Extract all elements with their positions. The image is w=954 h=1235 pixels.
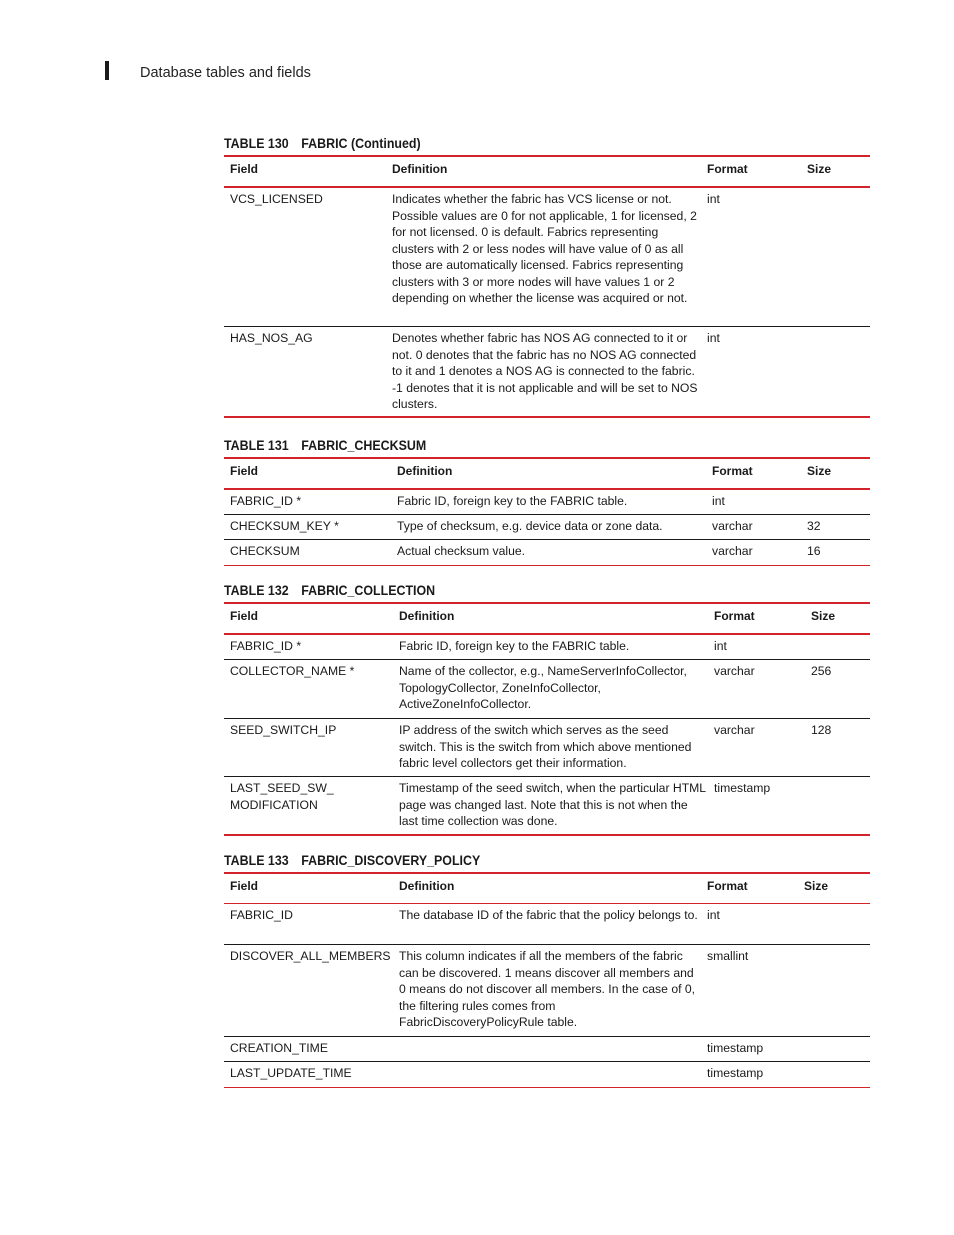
cell-format: smallint (707, 949, 749, 963)
cell-field: FABRIC_ID (230, 908, 293, 922)
cell-definition: Timestamp of the seed switch, when the particular HTML page was changed last. Note that this is not when the last time collection was done. (399, 781, 706, 828)
cell-definition: IP address of the switch which serves as the seed switch. This is the switch from which above mentioned fabric level collectors get their information. (399, 723, 692, 770)
table-header-row (224, 604, 870, 633)
cell-size (807, 188, 870, 326)
table-row (224, 945, 870, 1036)
cell-definition: Indicates whether the fabric has VCS license or not. Possible values are 0 for not applicable, 1 for licensed, 2 for not licensed. 0 is default. Fabrics representing clusters with 2 or less nodes will have value of 0 as all those are automatically licensed. Fabrics representing clusters with 3 or more nodes will have values 1 or 2 depending on whether the license was acquired or not. (392, 192, 697, 305)
table-row (224, 188, 870, 326)
table-caption (224, 582, 818, 602)
cell-field: CHECKSUM (230, 544, 300, 558)
cell-size (807, 490, 870, 514)
column-header-definition: Definition (392, 162, 448, 176)
cell-format: timestamp (707, 1041, 764, 1055)
column-header-format: Format (707, 879, 748, 893)
table-bottom-rule (224, 834, 870, 836)
column-header-field: Field (230, 879, 259, 893)
cell-size: 256 (811, 664, 832, 678)
column-header-format: Format (707, 162, 748, 176)
table-caption (224, 852, 818, 872)
cell-size: 16 (807, 544, 821, 558)
cell-definition: This column indicates if all the members of the fabric can be discovered. 1 means discover all members and 0 means do not discover all members. In the case of 0, the filtering rules comes from FabricDiscoveryPolicyRule table. (399, 949, 696, 1029)
table-caption (224, 135, 818, 155)
table-name: FABRIC_CHECKSUM (301, 438, 427, 453)
cell-definition: Fabric ID, foreign key to the FABRIC table. (397, 494, 628, 508)
column-header-format: Format (714, 609, 755, 623)
column-header-definition: Definition (397, 464, 453, 478)
cell-format: int (707, 908, 720, 922)
table-row (224, 660, 870, 718)
cell-format: varchar (712, 544, 753, 558)
table-row (224, 719, 870, 776)
table-name: FABRIC_COLLECTION (301, 583, 436, 598)
table-header-row (224, 874, 870, 903)
table-row (224, 904, 870, 944)
cell-field: DISCOVER_ALL_MEMBERS (230, 949, 391, 963)
table-row (224, 1037, 870, 1061)
table-name: FABRIC (Continued) (301, 136, 421, 151)
table-131 (224, 437, 870, 566)
cell-field: LAST_UPDATE_TIME (230, 1066, 352, 1080)
cell-definition (399, 1037, 707, 1061)
table-133 (224, 852, 870, 1088)
table-row (224, 540, 870, 565)
cell-size (811, 777, 870, 834)
cell-format: timestamp (714, 781, 771, 795)
cell-definition: Denotes whether fabric has NOS AG connected to it or not. 0 denotes that the fabric has no NOS AG connected to it and 1 denotes a NOS AG is connected to the fabric. -1 denotes that it is not applicable and will be set to NOS clusters. (392, 331, 698, 411)
cell-size (804, 945, 870, 1036)
cell-definition: The database ID of the fabric that the policy belongs to. (399, 908, 698, 922)
cell-field: FABRIC_ID * (230, 494, 302, 508)
column-header-size: Size (811, 609, 836, 623)
cell-definition: Type of checksum, e.g. device data or zone data. (397, 519, 663, 533)
cell-field: COLLECTOR_NAME * (230, 664, 355, 678)
column-header-field: Field (230, 464, 259, 478)
cell-size (804, 1037, 870, 1061)
table-row (224, 490, 870, 514)
cell-format: int (707, 331, 720, 345)
column-header-size: Size (804, 879, 829, 893)
cell-size: 32 (807, 519, 821, 533)
cell-field: CREATION_TIME (230, 1041, 328, 1055)
cell-definition: Fabric ID, foreign key to the FABRIC table. (399, 639, 630, 653)
page-header-title: Database tables and fields (140, 65, 311, 81)
column-header-definition: Definition (399, 609, 455, 623)
column-header-size: Size (807, 464, 832, 478)
cell-size (804, 1062, 870, 1087)
cell-format: int (712, 494, 725, 508)
table-bottom-rule (224, 1087, 870, 1088)
table-caption (224, 437, 818, 457)
column-header-format: Format (712, 464, 753, 478)
cell-format: varchar (714, 723, 755, 737)
cell-field: SEED_SWITCH_IP (230, 723, 337, 737)
table-bottom-rule (224, 565, 870, 566)
table-header-row (224, 459, 870, 488)
cell-field: CHECKSUM_KEY * (230, 519, 339, 533)
table-130 (224, 135, 870, 418)
table-number: TABLE 131 (224, 438, 289, 453)
table-header-row (224, 157, 870, 186)
table-row (224, 515, 870, 539)
cell-field: FABRIC_ID * (230, 639, 302, 653)
column-header-field: Field (230, 162, 259, 176)
table-bottom-rule (224, 416, 870, 418)
header-bar (105, 61, 109, 80)
cell-definition: Actual checksum value. (397, 544, 526, 558)
cell-format: varchar (712, 519, 753, 533)
cell-format: int (714, 639, 727, 653)
column-header-field: Field (230, 609, 259, 623)
cell-format: timestamp (707, 1066, 764, 1080)
cell-size (804, 904, 870, 944)
cell-field: VCS_LICENSED (230, 192, 323, 206)
table-row (224, 777, 870, 834)
table-number: TABLE 133 (224, 853, 289, 868)
table-number: TABLE 130 (224, 136, 289, 151)
cell-definition: Name of the collector, e.g., NameServerInfoCollector, TopologyCollector, ZoneInfoCollector, ActiveZoneInfoCollector. (399, 664, 687, 711)
table-number: TABLE 132 (224, 583, 289, 598)
table-row (224, 635, 870, 659)
table-132 (224, 582, 870, 836)
cell-format: int (707, 192, 720, 206)
cell-definition (399, 1062, 707, 1087)
table-name: FABRIC_DISCOVERY_POLICY (301, 853, 481, 868)
cell-size: 128 (811, 723, 832, 737)
column-header-size: Size (807, 162, 832, 176)
table-row (224, 1062, 870, 1087)
cell-field: HAS_NOS_AG (230, 331, 313, 345)
cell-size (811, 635, 870, 659)
column-header-definition: Definition (399, 879, 455, 893)
cell-field: LAST_SEED_SW_ MODIFICATION (230, 781, 334, 812)
cell-format: varchar (714, 664, 755, 678)
cell-size (807, 327, 870, 416)
table-row (224, 327, 870, 416)
